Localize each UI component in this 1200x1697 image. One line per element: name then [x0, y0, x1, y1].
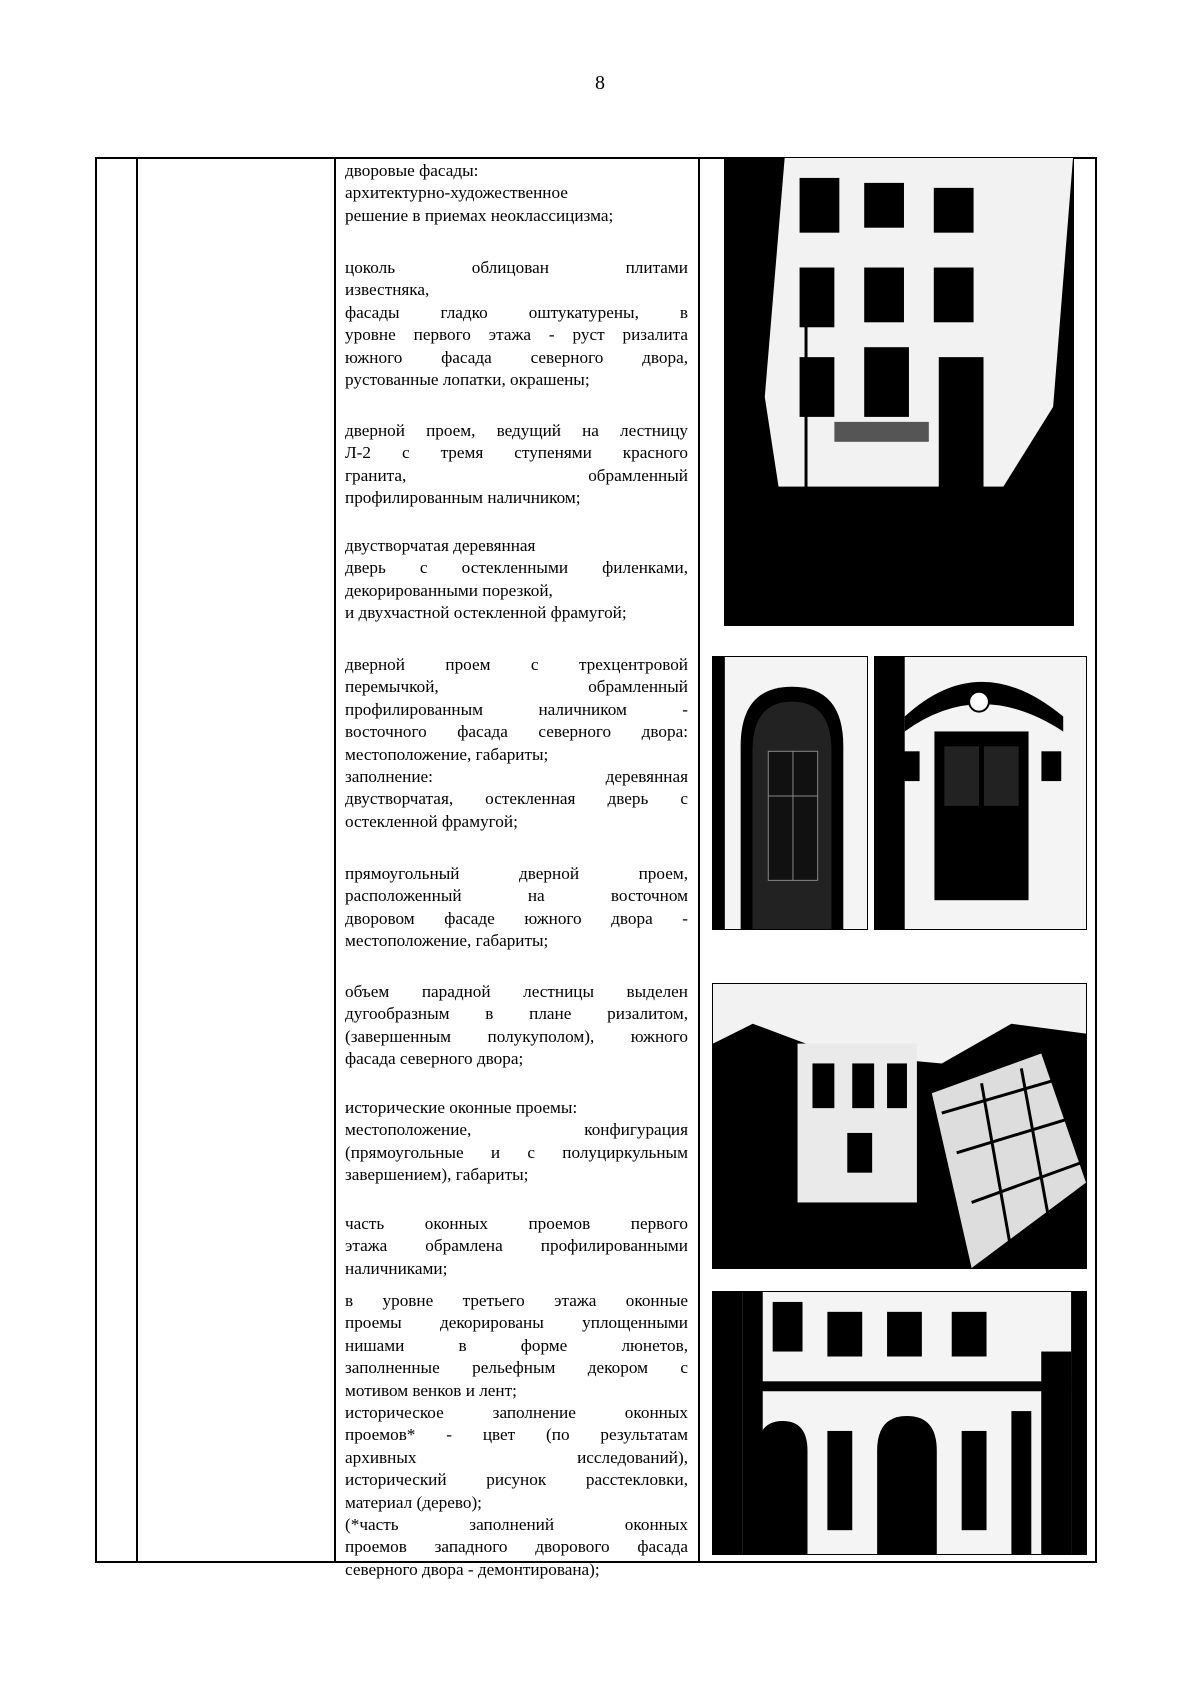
text-line: местоположение, габариты; [345, 931, 549, 951]
text-line: фасады гладко оштукатурены, в [345, 302, 688, 322]
text-line: уровне первого этажа - руст ризалита [345, 325, 688, 345]
text-line: восточного фасада северного двора: [345, 722, 688, 742]
text-line: мотивом венков и лент; [345, 1380, 517, 1400]
text-line: расположенный на восточном [345, 886, 688, 906]
text-line: наличниками; [345, 1258, 448, 1278]
text-line: двустворчатая деревянная [345, 536, 536, 555]
text-line: прямоугольный дверной проем, [345, 864, 688, 883]
text-line: местоположение, габариты; [345, 744, 549, 764]
text-line: (прямоугольные и с полуциркульным [345, 1142, 688, 1162]
text-block-plinth [345, 257, 688, 391]
text-line: дворовом фасаде южного двора - [345, 908, 688, 928]
text-line: дверной проем, ведущий на лестницу [345, 421, 688, 440]
arched-door-photo [712, 656, 868, 930]
text-line: архитектурно-художественное [345, 183, 568, 203]
text-line: фасада северного двора; [345, 1049, 524, 1069]
text-line: северного двора - демонтирована); [345, 1559, 600, 1579]
text-block-wooden-door [345, 535, 688, 625]
third-floor-windows-photo [712, 1291, 1087, 1555]
page-number: 8 [595, 72, 605, 94]
column-divider [334, 157, 336, 1563]
text-line: дворовые фасады: [345, 161, 479, 180]
text-line: исторический рисунок расстекловки, [345, 1470, 688, 1490]
courtyard-facade-photo [724, 157, 1074, 626]
column-divider [136, 157, 138, 1563]
text-line: дверной проем с трехцентровой [345, 655, 688, 674]
text-line: профилированным наличником - [345, 699, 688, 719]
pediment-door-photo [874, 656, 1087, 930]
text-line: заполненные рельефным декором с [345, 1358, 688, 1378]
text-line: заполнение: деревянная [345, 767, 688, 787]
text-line: дверь с остекленными филенками, [345, 558, 688, 578]
text-line: цоколь облицован плитами [345, 258, 688, 277]
text-line: известняка, [345, 280, 430, 300]
stair-risalit-photo [712, 983, 1087, 1269]
text-line: гранита, обрамленный [345, 465, 688, 485]
text-line: перемычкой, обрамленный [345, 677, 688, 697]
text-block-facades [345, 160, 688, 227]
column-divider [698, 157, 700, 1563]
text-line: местоположение, конфигурация [345, 1120, 688, 1140]
text-line: завершением), габариты; [345, 1165, 529, 1185]
text-line: дугообразным в плане ризалитом, [345, 1004, 688, 1024]
text-line: остекленной фрамугой; [345, 811, 518, 831]
text-block-staircase-volume [345, 981, 688, 1071]
text-line: материал (дерево); [345, 1492, 482, 1512]
text-line: профилированным наличником; [345, 488, 581, 508]
text-block-rectangular-door [345, 863, 688, 953]
text-line: исторические оконные проемы: [345, 1098, 578, 1117]
text-line: проемы декорированы уплощенными [345, 1313, 688, 1333]
text-line: и двухчастной остекленной фрамугой; [345, 603, 627, 623]
text-line: (завершенным полукуполом), южного [345, 1026, 688, 1046]
text-line: этажа обрамлена профилированными [345, 1236, 688, 1256]
text-line: двустворчатая, остекленная дверь с [345, 789, 688, 809]
text-line: южного фасада северного двора, [345, 347, 688, 367]
text-block-third-floor-windows [345, 1290, 688, 1581]
text-line: историческое заполнение оконных [345, 1403, 688, 1423]
text-line: решение в приемах неоклассицизма; [345, 205, 614, 225]
text-line: декорированными порезкой, [345, 580, 553, 600]
text-line: проемов западного дворового фасада [345, 1537, 688, 1557]
text-line: Л-2 с тремя ступенями красного [345, 443, 688, 463]
text-line: рустованные лопатки, окрашены; [345, 370, 590, 390]
text-line: (*часть заполнений оконных [345, 1515, 688, 1535]
text-line: часть оконных проемов первого [345, 1214, 688, 1233]
text-block-window-openings [345, 1097, 688, 1187]
text-line: в уровне третьего этажа оконные [345, 1291, 688, 1310]
text-block-doorway-l2 [345, 420, 688, 510]
text-line: объем парадной лестницы выделен [345, 982, 688, 1001]
text-line: проемов* - цвет (по результатам [345, 1425, 688, 1445]
text-line: нишами в форме люнетов, [345, 1335, 688, 1355]
text-line: архивных исследований), [345, 1447, 688, 1467]
text-block-first-floor-windows [345, 1213, 688, 1280]
text-block-three-centered-door [345, 654, 688, 833]
